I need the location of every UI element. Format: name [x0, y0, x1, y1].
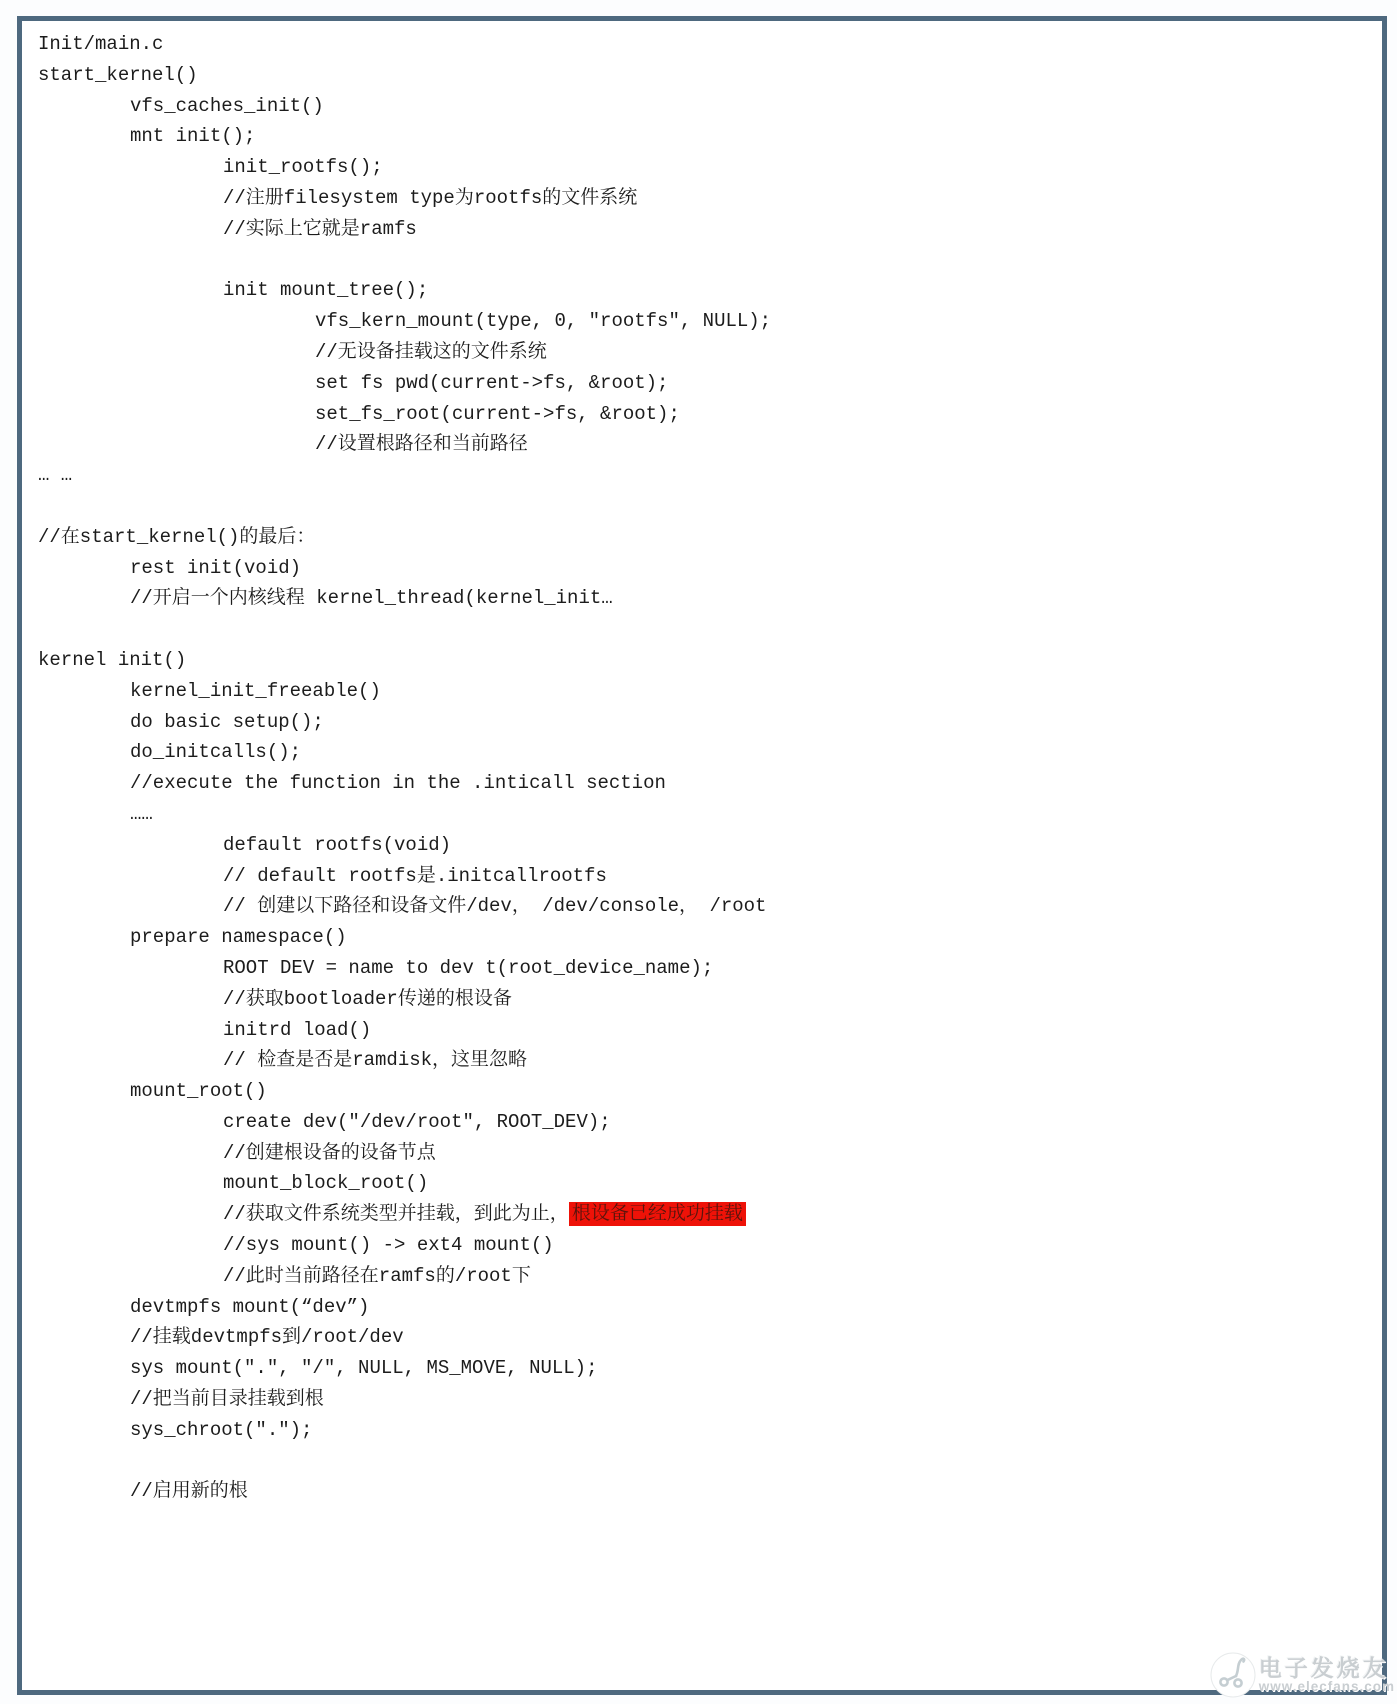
- code-line: [38, 1322, 1376, 1353]
- code-text: ……: [130, 802, 153, 825]
- watermark-brand: 电子发烧友: [1258, 1654, 1389, 1681]
- code-text: //实际上它就是ramfs: [223, 217, 417, 240]
- code-line: [38, 1168, 1376, 1199]
- code-text: //execute the function in the .inticall section: [130, 772, 666, 795]
- code-line: [38, 522, 1376, 553]
- code-line: [38, 1476, 1376, 1507]
- code-line: [38, 29, 1376, 60]
- code-line: [38, 1107, 1376, 1138]
- code-text: //注册filesystem type为rootfs的文件系统: [223, 186, 638, 209]
- code-text: //无设备挂载这的文件系统: [315, 340, 547, 363]
- code-line: [38, 1138, 1376, 1169]
- code-line: [38, 337, 1376, 368]
- code-line: [38, 1292, 1376, 1323]
- code-line: [38, 1353, 1376, 1384]
- code-line: [38, 460, 1376, 491]
- watermark-url: www.elecfans.com: [1258, 1678, 1395, 1694]
- code-text: mount_root(): [130, 1080, 267, 1103]
- content-frame: [17, 16, 1387, 1695]
- code-line: [38, 152, 1376, 183]
- code-line: [38, 707, 1376, 738]
- code-line: [38, 1045, 1376, 1076]
- code-text: //此时当前路径在ramfs的/root下: [223, 1264, 531, 1287]
- code-line: [38, 368, 1376, 399]
- code-text: do_initcalls();: [130, 741, 302, 764]
- code-line: [38, 891, 1376, 922]
- code-line: [38, 737, 1376, 768]
- code-line: [38, 922, 1376, 953]
- blank-line: [38, 1446, 1376, 1477]
- code-line: [38, 429, 1376, 460]
- code-text: //获取文件系统类型并挂载，到此为止，: [223, 1203, 569, 1226]
- code-text: init mount_tree();: [223, 279, 429, 302]
- code-line: [38, 1230, 1376, 1261]
- code-text: set_fs_root(current->fs, &root);: [315, 402, 680, 425]
- code-text: kernel_init_freeable(): [130, 679, 381, 702]
- code-text: … …: [38, 464, 73, 487]
- code-text: // default rootfs是.initcallrootfs: [223, 864, 607, 887]
- blank-line: [38, 245, 1376, 276]
- code-text: vfs_caches_init(): [130, 94, 324, 117]
- code-text: //启用新的根: [130, 1480, 248, 1503]
- code-text: //获取bootloader传递的根设备: [223, 987, 512, 1010]
- code-line: [38, 399, 1376, 430]
- code-line: [38, 183, 1376, 214]
- highlighted-text: 根设备已经成功挂载: [569, 1202, 746, 1226]
- code-line: [38, 1415, 1376, 1446]
- code-text: vfs_kern_mount(type, 0, "rootfs", NULL);: [315, 310, 772, 333]
- code-text: mount_block_root(): [223, 1172, 429, 1195]
- code-line: [38, 553, 1376, 584]
- code-text: mnt init();: [130, 125, 256, 148]
- code-line: [38, 953, 1376, 984]
- code-text: set fs pwd(current->fs, &root);: [315, 371, 669, 394]
- code-line: [38, 214, 1376, 245]
- code-text: sys_chroot(".");: [130, 1418, 313, 1441]
- code-text: // 检查是否是ramdisk，这里忽略: [223, 1049, 528, 1072]
- code-block: [22, 21, 1382, 1507]
- code-text: initrd load(): [223, 1018, 372, 1041]
- code-line: [38, 121, 1376, 152]
- code-text: //设置根路径和当前路径: [315, 433, 528, 456]
- code-line: [38, 676, 1376, 707]
- code-text: prepare namespace(): [130, 926, 347, 949]
- code-text: init_rootfs();: [223, 156, 383, 179]
- code-text: kernel init(): [38, 648, 187, 671]
- code-text: devtmpfs mount(“dev”): [130, 1295, 370, 1318]
- code-line: [38, 799, 1376, 830]
- code-text: sys mount(".", "/", NULL, MS_MOVE, NULL);: [130, 1357, 598, 1380]
- code-line: [38, 1199, 1376, 1230]
- code-line: [38, 768, 1376, 799]
- code-text: do basic setup();: [130, 710, 324, 733]
- code-line: [38, 306, 1376, 337]
- code-text: //把当前目录挂载到根: [130, 1388, 324, 1411]
- code-line: [38, 645, 1376, 676]
- code-line: [38, 583, 1376, 614]
- code-text: //创建根设备的设备节点: [223, 1141, 436, 1164]
- code-text: //在start_kernel()的最后：: [38, 525, 316, 548]
- code-line: [38, 1384, 1376, 1415]
- code-line: [38, 984, 1376, 1015]
- code-text: //挂载devtmpfs到/root/dev: [130, 1326, 404, 1349]
- code-line: [38, 1261, 1376, 1292]
- code-line: [38, 275, 1376, 306]
- code-text: rest init(void): [130, 556, 302, 579]
- code-text: //sys mount() -> ext4 mount(): [223, 1234, 554, 1257]
- blank-line: [38, 614, 1376, 645]
- code-line: [38, 60, 1376, 91]
- code-text: start_kernel(): [38, 63, 198, 86]
- code-text: ROOT DEV = name to dev t(root_device_name);: [223, 956, 714, 979]
- blank-line: [38, 491, 1376, 522]
- code-text: Init/main.c: [38, 33, 164, 55]
- code-line: [38, 1076, 1376, 1107]
- code-text: create dev("/dev/root", ROOT_DEV);: [223, 1110, 611, 1133]
- code-text: //开启一个内核线程 kernel_thread(kernel_init…: [130, 587, 613, 610]
- code-line: [38, 1015, 1376, 1046]
- code-line: [38, 861, 1376, 892]
- code-text: // 创建以下路径和设备文件/dev， /dev/console， /root: [223, 895, 767, 918]
- code-text: default rootfs(void): [223, 833, 452, 856]
- code-line: [38, 91, 1376, 122]
- code-line: [38, 830, 1376, 861]
